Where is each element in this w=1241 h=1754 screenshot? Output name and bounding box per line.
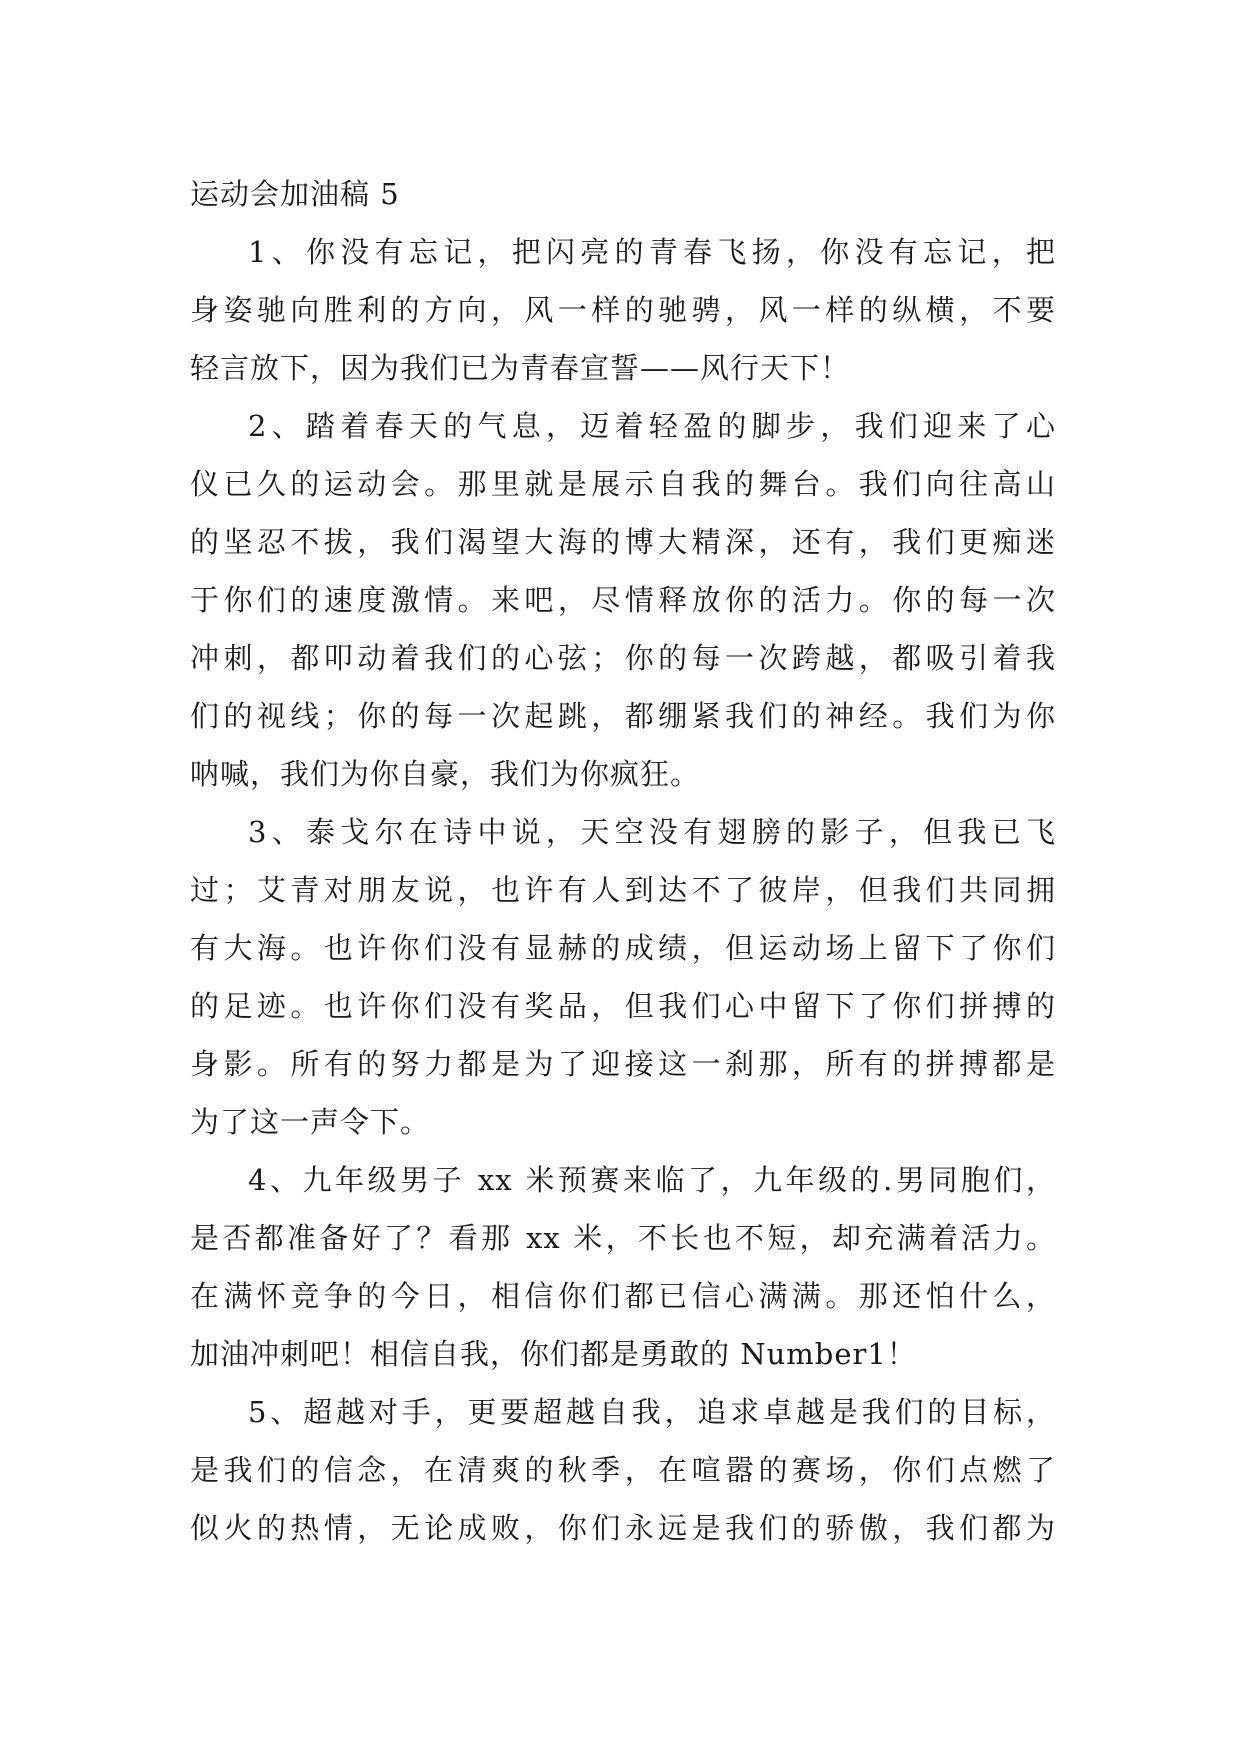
text-line: 似火的热情，无论成败，你们永远是我们的骄傲，我们都为 [190,1511,1056,1545]
text-line: 身姿驰向胜利的方向，风一样的驰骋，风一样的纵横，不要 [190,293,1056,327]
text-line: 冲刺，都叩动着我们的心弦；你的每一次跨越，都吸引着我 [190,641,1056,675]
text-line: 在满怀竞争的今日，相信你们都已信心满满。那还怕什么， [190,1279,1056,1313]
text-line: 为了这一声令下。 [190,1105,431,1139]
paragraph-5 [190,1383,1056,1557]
text-line: 的坚忍不拔，我们渴望大海的博大精深，还有，我们更痴迷 [190,525,1056,559]
text-line: 1、你没有忘记，把闪亮的青春飞扬，你没有忘记，把 [248,235,1056,269]
text-line: 们的视线；你的每一次起跳，都绷紧我们的神经。我们为你 [190,699,1056,733]
document-title: 运动会加油稿 5 [190,177,400,211]
text-line: 5、超越对手，更要超越自我，追求卓越是我们的目标， [248,1395,1056,1429]
text-line: 轻言放下，因为我们已为青春宣誓——风行天下！ [190,351,851,385]
text-line: 的足迹。也许你们没有奖品，但我们心中留下了你们拼搏的 [190,989,1056,1023]
paragraph-4 [190,1151,1056,1383]
paragraph-1 [190,223,1056,397]
text-line: 仪已久的运动会。那里就是展示自我的舞台。我们向往高山 [190,467,1056,501]
text-line: 于你们的速度激情。来吧，尽情释放你的活力。你的每一次 [190,583,1056,617]
text-line: 身影。所有的努力都是为了迎接这一刹那，所有的拼搏都是 [190,1047,1056,1081]
text-line: 是我们的信念，在清爽的秋季，在喧嚣的赛场，你们点燃了 [190,1453,1056,1487]
text-line: 呐喊，我们为你自豪，我们为你疯狂。 [190,757,701,791]
text-line: 有大海。也许你们没有显赫的成绩，但运动场上留下了你们 [190,931,1056,965]
text-line: 2、踏着春天的气息，迈着轻盈的脚步，我们迎来了心 [248,409,1056,443]
paragraph-2 [190,397,1056,803]
paragraph-3 [190,803,1056,1151]
text-line: 加油冲刺吧！相信自我，你们都是勇敢的 Number1！ [190,1337,917,1371]
text-line: 3、泰戈尔在诗中说，天空没有翅膀的影子，但我已飞 [248,815,1056,849]
document-body [190,165,1056,1557]
text-line: 是否都准备好了？看那 xx 米，不长也不短，却充满着活力。 [190,1221,1056,1255]
text-line: 4、九年级男子 xx 米预赛来临了，九年级的.男同胞们， [248,1163,1056,1197]
text-line: 过；艾青对朋友说，也许有人到达不了彼岸，但我们共同拥 [190,873,1056,907]
